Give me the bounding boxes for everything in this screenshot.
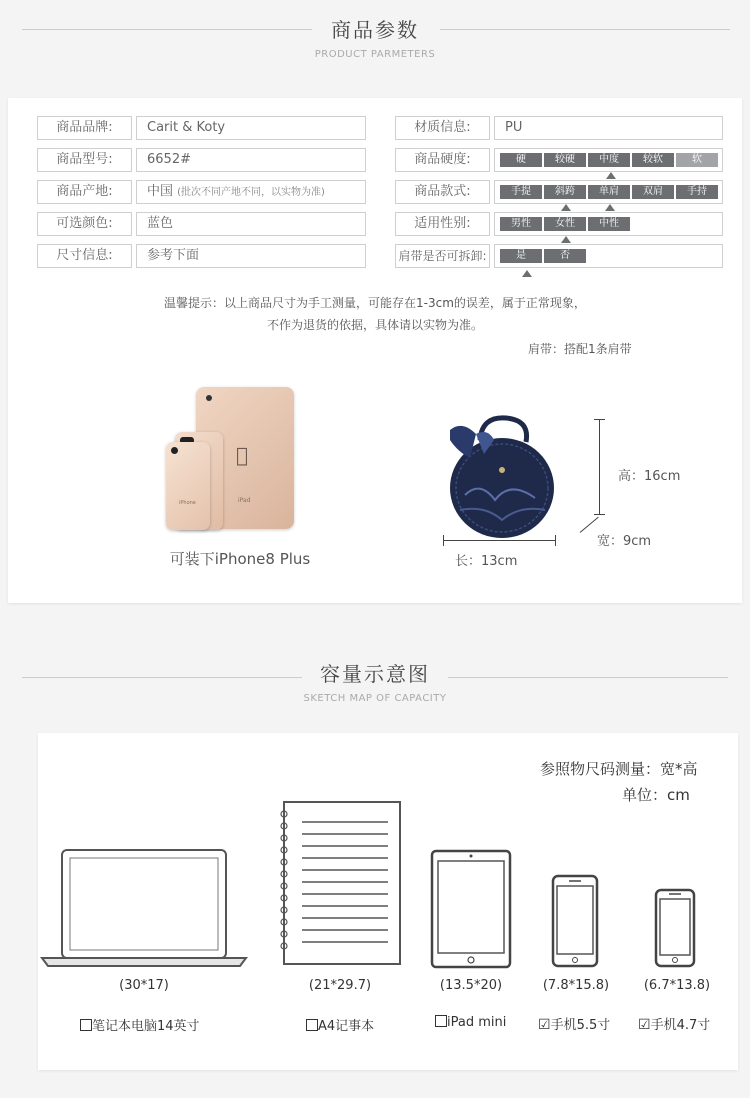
height-tick-top	[594, 419, 605, 420]
hardness-option: 软	[676, 153, 718, 167]
ipad-camera	[206, 395, 212, 401]
checkbox-empty-icon	[306, 1019, 318, 1031]
strap-marker	[522, 270, 532, 277]
hardness-option: 较软	[632, 153, 674, 167]
ipad-mini-screen	[438, 861, 504, 953]
params-section-title	[0, 14, 750, 60]
notebook-size: (21*29.7)	[308, 978, 372, 993]
checkbox-checked-icon: ☑	[538, 1017, 551, 1033]
capacity-title-cn: 容量示意图	[320, 662, 430, 686]
iphone-back-small	[166, 442, 210, 530]
ipad-text: iPad	[238, 497, 251, 504]
height-line	[599, 419, 600, 514]
strap-option: 否	[544, 249, 586, 263]
width-label: 宽：9cm	[597, 534, 652, 549]
ipad-mini-item	[435, 1015, 506, 1030]
phone-47-screen	[660, 899, 690, 955]
phone-55-label: 手机5.5寸	[550, 1018, 611, 1033]
capacity-section-title	[0, 658, 750, 704]
color-value-text: 蓝色	[147, 216, 174, 231]
style-option: 手提	[500, 185, 542, 199]
gender-option-selected: 女性	[544, 217, 586, 231]
style-option-selected: 斜跨	[544, 185, 586, 199]
iphone-text: iPhone	[179, 500, 196, 506]
apple-logo-icon	[236, 443, 248, 467]
style-scale	[494, 180, 723, 204]
strap-label: 肩带是否可拆卸:	[395, 244, 490, 268]
origin-label: 商品产地:	[37, 180, 132, 204]
gender-label: 适用性别:	[395, 212, 490, 236]
style-option: 手持	[676, 185, 718, 199]
phone-47-label: 手机4.7寸	[650, 1018, 711, 1033]
material-value	[494, 116, 723, 140]
laptop-item	[80, 1015, 200, 1034]
color-label: 可选颜色:	[37, 212, 132, 236]
ipad-mini-camera	[470, 855, 473, 858]
material-label: 材质信息:	[395, 116, 490, 140]
model-label: 商品型号:	[37, 148, 132, 172]
length-tick-right	[555, 535, 556, 546]
notebook-icon	[276, 800, 404, 968]
laptop-icon	[40, 846, 248, 970]
style-marker	[605, 204, 615, 211]
phone-47-size: (6.7*13.8)	[643, 978, 711, 993]
gender-scale	[494, 212, 723, 236]
laptop-base	[42, 958, 246, 966]
phone-55-item	[538, 1014, 610, 1033]
unit-note: 单位：cm	[622, 786, 690, 804]
bag-illustration	[440, 410, 560, 540]
checkbox-empty-icon	[435, 1015, 447, 1027]
material-value-text: PU	[505, 120, 523, 135]
laptop-size: (30*17)	[119, 978, 169, 993]
params-title-en: PRODUCT PARMETERS	[314, 49, 436, 60]
ipad-mini-size: (13.5*20)	[439, 978, 503, 993]
color-value	[136, 212, 366, 236]
style-label: 商品款式:	[395, 180, 490, 204]
gender-marker	[561, 236, 571, 243]
origin-value-text: 中国	[147, 184, 174, 199]
hardness-label: 商品硬度:	[395, 148, 490, 172]
notebook-item	[306, 1015, 374, 1034]
phone-47-item	[638, 1014, 710, 1033]
ipad-mini-icon	[430, 849, 512, 969]
laptop-label: 笔记本电脑14英寸	[92, 1019, 200, 1034]
hardness-option-selected: 中度	[588, 153, 630, 167]
length-label: 长：13cm	[455, 554, 518, 569]
params-title-cn: 商品参数	[331, 18, 419, 42]
brand-value-text: Carit & Koty	[147, 120, 226, 135]
hardness-marker	[606, 172, 616, 179]
gender-option: 男性	[500, 217, 542, 231]
origin-value-sub: (批次不同产地不同，以实物为准)	[177, 187, 325, 198]
size-label: 尺寸信息:	[37, 244, 132, 268]
checkbox-checked-icon: ☑	[638, 1017, 651, 1033]
strap-option-selected: 是	[500, 249, 542, 263]
height-label: 高：16cm	[618, 469, 681, 484]
hardness-scale	[494, 148, 723, 172]
style-option-selected: 单肩	[588, 185, 630, 199]
style-option: 双肩	[632, 185, 674, 199]
phone-55-screen	[557, 886, 593, 954]
checkbox-empty-icon	[80, 1019, 92, 1031]
length-tick-left	[443, 535, 444, 546]
strap-scale	[494, 244, 723, 268]
tips-line2: 不作为退货的依据，具体请以实物为准。	[266, 318, 483, 332]
model-value	[136, 148, 366, 172]
hardness-option: 硬	[500, 153, 542, 167]
brand-label: 商品品牌:	[37, 116, 132, 140]
brand-value	[136, 116, 366, 140]
phone-55-icon	[551, 874, 599, 968]
tips-line1: 温馨提示：以上商品尺寸为手工测量，可能存在1-3cm的误差，属于正常现象，	[164, 296, 586, 310]
phone-55-size: (7.8*15.8)	[542, 978, 610, 993]
size-value	[136, 244, 366, 268]
style-marker	[561, 204, 571, 211]
bag-clasp	[499, 467, 505, 473]
measure-note: 参照物尺码测量：宽*高	[540, 760, 698, 778]
origin-value	[136, 180, 366, 204]
notebook-label: A4记事本	[318, 1019, 375, 1034]
height-tick-bottom	[594, 514, 605, 515]
hardness-option: 较硬	[544, 153, 586, 167]
size-value-text: 参考下面	[147, 248, 200, 263]
strap-note: 肩带：搭配1条肩带	[528, 342, 632, 356]
notebook-page	[284, 802, 400, 964]
fits-caption: 可装下iPhone8 Plus	[169, 550, 311, 568]
iphone-camera-small	[171, 447, 178, 454]
gender-option: 中性	[588, 217, 630, 231]
phone-47-icon	[654, 888, 696, 968]
model-value-text: 6652#	[147, 152, 191, 167]
capacity-title-en: SKETCH MAP OF CAPACITY	[303, 693, 447, 704]
ipad-mini-label: iPad mini	[447, 1015, 507, 1030]
length-line	[443, 540, 555, 541]
laptop-screen	[70, 858, 218, 950]
